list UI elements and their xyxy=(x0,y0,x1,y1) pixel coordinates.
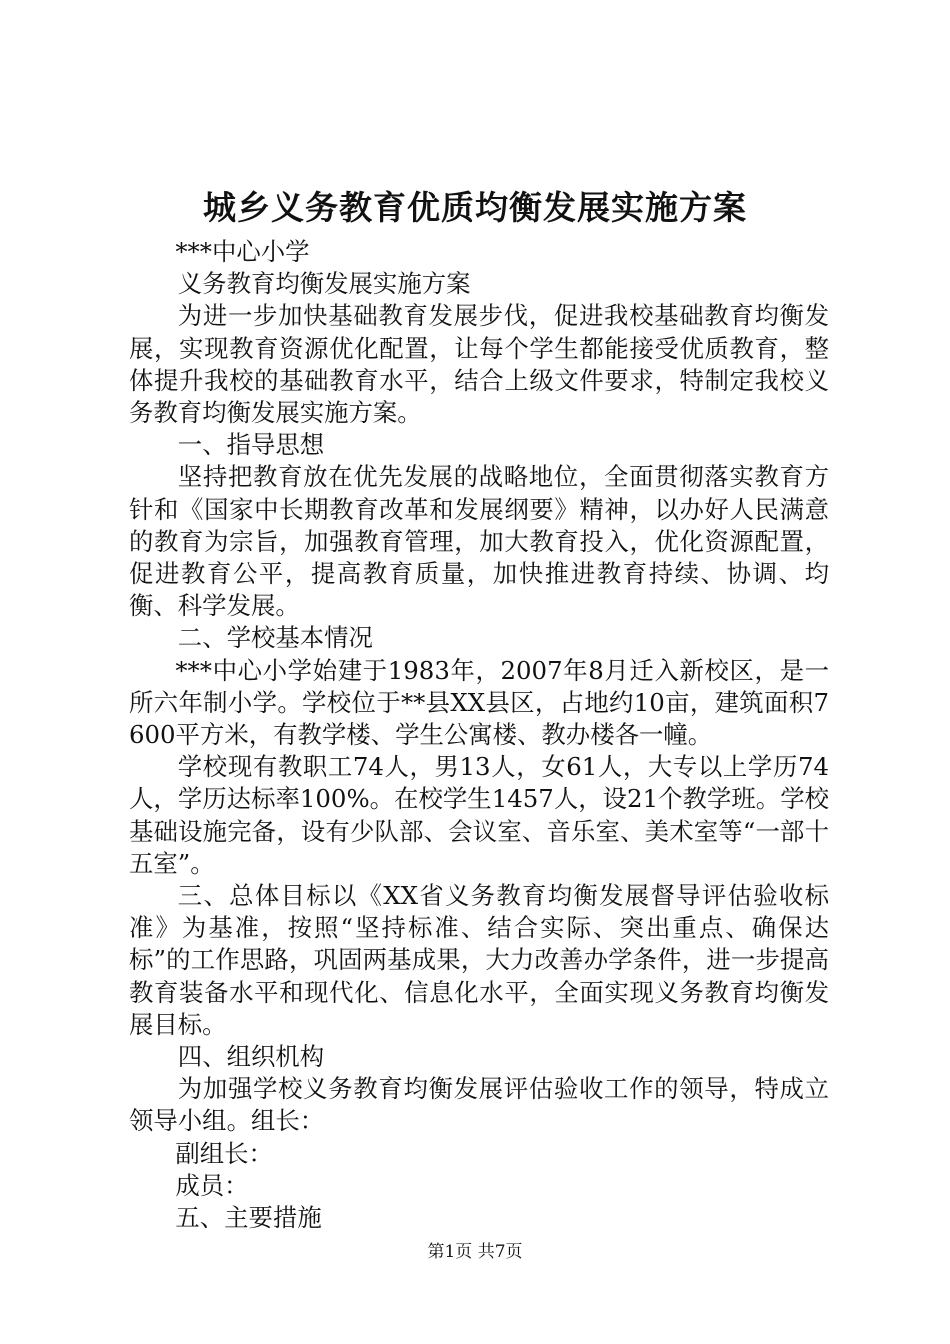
document-body xyxy=(129,236,829,1234)
paragraph-overall-goal: 三、总体目标以《XX省义务教育均衡发展督导评估验收标准》为基准，按照“坚持标准、结合实际、突出重点、确保达标”的工作思路，巩固两基成果，大力改善办学条件，进一步提高教育装备水平和现代化、信息化水平，全面实现义务教育均衡发展目标。 xyxy=(129,881,829,1039)
heading-school-basics: 二、学校基本情况 xyxy=(177,623,373,653)
paragraph-plan-name: 义务教育均衡发展实施方案 xyxy=(177,269,471,299)
heading-guiding-ideology: 一、指导思想 xyxy=(177,430,325,460)
paragraph-guiding-ideology: 坚持把教育放在优先发展的战略地位，全面贯彻落实教育方针和《国家中长期教育改革和发展纲要》精神，以办好人民满意的教育为宗旨，加强教育管理，加大教育投入，优化资源配置，促进教育公平，提高教育质量，加快推进教育持续、协调、均衡、科学发展。 xyxy=(129,462,829,621)
paragraph-school-name: ***中心小学 xyxy=(175,237,310,266)
paragraph-deputy-leader: 副组长： xyxy=(175,1138,273,1168)
page-footer: 第1页 共7页 xyxy=(427,1242,523,1262)
heading-organization: 四、组织机构 xyxy=(177,1042,325,1072)
paragraph-intro: 为进一步加快基础教育发展步伐，促进我校基础教育均衡发展，实现教育资源优化配置，让每个学生都能接受优质教育，整体提升我校的基础教育水平，结合上级文件要求，特制定我校义务教育均衡发展实施方案。 xyxy=(129,301,829,428)
paragraph-leadership-group: 为加强学校义务教育均衡发展评估验收工作的领导，特成立领导小组。组长： xyxy=(129,1074,829,1136)
document-title: 城乡义务教育优质均衡发展实施方案 xyxy=(203,188,747,227)
heading-main-measures: 五、主要措施 xyxy=(175,1203,322,1233)
paragraph-school-staff: 学校现有教职工74人，男13人，女61人，大专以上学历74人，学历达标率100%。在校学生1457人，设21个教学班。学校基础设施完备，设有少队部、会议室、音乐室、美术室等“一部十五室”。 xyxy=(129,752,829,878)
paragraph-members: 成员： xyxy=(175,1170,249,1200)
paragraph-school-history: ***中心小学始建于1983年，2007年8月迁入新校区，是一所六年制小学。学校位于**县XX县区，占地约10亩，建筑面积7600平方米，有教学楼、学生公寓楼、教办楼各一幢。 xyxy=(129,655,829,750)
